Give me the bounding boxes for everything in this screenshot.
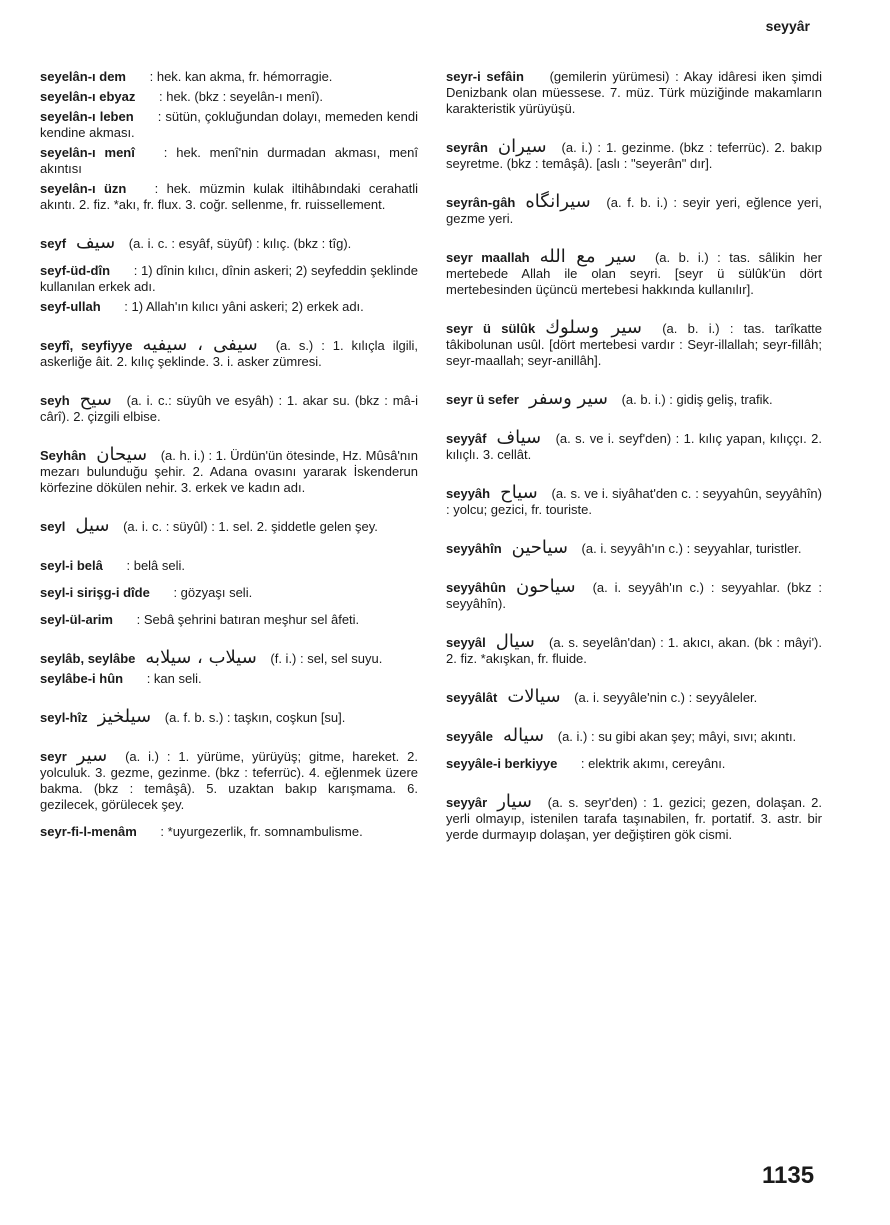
definition: : elektrik akımı, cereyânı.: [577, 756, 726, 771]
arabic-script: سيلخيز: [97, 706, 152, 727]
arabic-script: سير: [76, 745, 108, 766]
definition: : hek. menî'nin durmadan akması, menî akıntısı: [40, 145, 418, 176]
arabic-script: سيف: [76, 232, 116, 253]
arabic-script: سيل: [75, 515, 110, 536]
dictionary-entry: [40, 515, 418, 536]
definition: (a. b. i.) : tas. sâlikin her mertebede Allah ile olan seyri. [seyr ü sülûk'ün dört mertebesinden üçüncü mertebesi hakkında kullanılır].: [446, 250, 822, 297]
definition: (a. s. ve i. siyâhat'den c. : seyyahûn, seyyâhîn) : yolcu; gezici, fr. touriste.: [446, 486, 822, 517]
right-column: [446, 68, 822, 853]
arabic-script: سيحان: [96, 444, 148, 465]
definition: : hek. kan akma, fr. hémorragie.: [146, 69, 333, 84]
definition: : 1) Allah'ın kılıcı yâni askeri; 2) erkek adı.: [120, 299, 364, 314]
headword: seyr-i sefâin: [446, 69, 524, 84]
definition: (a. i. c. : süyûl) : 1. sel. 2. şiddetle gelen şey.: [119, 519, 378, 534]
dictionary-entry: [40, 823, 418, 840]
dictionary-entry: [40, 334, 419, 370]
definition: : sütün, çokluğundan dolayı, memeden kendi kendine akması.: [40, 109, 418, 140]
definition: : belâ seli.: [122, 558, 186, 573]
definition: (a. i. c. : esyâf, süyûf) : kılıç. (bkz : tîg).: [125, 236, 352, 251]
definition: : hek. müzmin kulak iltihâbındaki cerahatli akıntı. 2. fiz. *akı, fr. flux. 3. coğr. sellenme, fr. ruissellement.: [40, 181, 418, 212]
headword: seyh: [40, 393, 70, 408]
arabic-script: سياف: [496, 427, 542, 448]
arabic-script: سيح: [79, 389, 112, 410]
arabic-script: سيال: [495, 631, 535, 652]
headword: seyr ü sülûk: [446, 321, 536, 336]
headword: seyyâhûn: [446, 580, 506, 595]
dictionary-entry: [40, 298, 418, 315]
dictionary-entry: [446, 686, 822, 707]
definition: (a. f. b. i.) : seyir yeri, eğlence yeri, gezme yeri.: [446, 195, 822, 226]
headword: seyl-i belâ: [40, 558, 103, 573]
dictionary-entry: [446, 482, 822, 518]
definition: (a. i.) : 1. yürüme, yürüyüş; gitme, hareket. 2. yolculuk. 3. gezme, gezinme. (bkz : teferrüc). 4. eğlenmek üzere bakma. (bkz : temâşâ). 5. uzaktan bakıp karışmama. 6. gezilecek, görülecek şey.: [40, 749, 418, 812]
arabic-script: سياله: [503, 725, 545, 746]
dictionary-entry: [446, 68, 822, 117]
definition: : Sebâ şehrini batıran meşhur sel âfeti.: [132, 612, 360, 627]
definition: (a. i.) : 1. gezinme. (bkz : teferrüc). 2. bakıp seyretme. (bkz : temâşâ). [aslı : "seyerân" dır].: [446, 140, 822, 171]
arabic-script: سيرانگاه: [525, 191, 591, 212]
dictionary-entry: [40, 706, 418, 727]
headword: seyyâle-i berkiyye: [446, 756, 558, 771]
definition: : *uyurgezerlik, fr. somnambulisme.: [156, 824, 363, 839]
headword: seyyâlât: [446, 690, 498, 705]
definition: : kan seli.: [143, 671, 202, 686]
arabic-script: سيار: [497, 791, 532, 812]
headword: seyl-hîz: [40, 710, 88, 725]
headword: seyr-fi-l-menâm: [40, 824, 137, 839]
headword: seyelân-ı ebyaz: [40, 89, 136, 104]
arabic-script: سيالات: [507, 686, 561, 707]
definition: (a. s.) : 1. kılıçla ilgili, askerliğe âit. 2. kılıç şeklinde. 3. i. asker zümresi.: [40, 338, 419, 369]
definition: (a. b. i.) : tas. tarîkatte tâkibolunan usûl. [dört mertebesi vardır : Seyr-illallah; seyr-fillâh; seyr-maallah; seyr-anillâh].: [446, 321, 823, 368]
headword: seyyâf: [446, 431, 487, 446]
arabic-script: سيلاب ، سيلابه: [145, 647, 257, 668]
headword: seyelân-ı dem: [40, 69, 126, 84]
dictionary-entry: [40, 444, 418, 496]
dictionary-entry: [40, 389, 418, 425]
arabic-script: سياحين: [511, 537, 568, 558]
dictionary-entry: [446, 246, 822, 298]
dictionary-entry: [40, 557, 418, 574]
definition: (a. f. b. s.) : taşkın, coşkun [su].: [161, 710, 346, 725]
definition: (a. i. seyyâh'ın c.) : seyyahlar. (bkz : seyyâhîn).: [446, 580, 822, 611]
dictionary-entry: [446, 537, 822, 558]
dictionary-entry: [446, 191, 822, 227]
arabic-script: سياح: [500, 482, 538, 503]
dictionary-entry: [40, 262, 418, 295]
definition: (f. i.) : sel, sel suyu.: [266, 651, 383, 666]
headword: seyf: [40, 236, 67, 251]
running-header: seyyâr: [765, 18, 810, 34]
arabic-script: سياحون: [515, 576, 576, 597]
headword: seylâbe-i hûn: [40, 671, 124, 686]
dictionary-entry: [40, 647, 418, 668]
dictionary-entry: [40, 745, 418, 813]
arabic-script: سير وسفر: [529, 388, 608, 409]
headword: seyr: [40, 749, 67, 764]
headword: seyyâr: [446, 795, 488, 810]
definition: (a. i. seyyâh'ın c.) : seyyahlar, turistler.: [577, 541, 802, 556]
headword: seyf-üd-dîn: [40, 263, 111, 278]
dictionary-entry: [40, 670, 418, 687]
headword: seylâb, seylâbe: [40, 651, 136, 666]
definition: (a. i. seyyâle'nin c.) : seyyâleler.: [570, 690, 758, 705]
dictionary-entry: [40, 584, 418, 601]
dictionary-entry: [446, 136, 822, 172]
definition: (a. h. i.) : 1. Ürdün'ün ötesinde, Hz. Mûsâ'nın mezarı bulunduğu şehir. 2. Adana ovasını yararak İskenderun körfezine dökülen nehir. 3. erkek ve kadın adı.: [40, 448, 418, 495]
headword: Seyhân: [40, 448, 87, 463]
dictionary-entry: [40, 232, 418, 253]
headword: seyl-ül-arim: [40, 612, 113, 627]
definition: : hek. (bkz : seyelân-ı menî).: [155, 89, 324, 104]
dictionary-entry: [446, 317, 823, 369]
arabic-script: سير مع الله: [539, 246, 637, 267]
arabic-script: سير وسلوك: [545, 317, 642, 338]
headword: seyelân-ı leben: [40, 109, 134, 124]
dictionary-entry: [446, 576, 822, 612]
definition: (a. b. i.) : gidiş geliş, trafik.: [617, 392, 773, 407]
definition: : gözyaşı seli.: [169, 585, 253, 600]
definition: (gemilerin yürümesi) : Akay idâresi iken şimdi Denizbank olan müessese. 7. müz. Türk müziğinde makamların karakteristik yürüyüşü.: [446, 69, 823, 116]
dictionary-entry: [446, 725, 822, 746]
dictionary-entry: [40, 88, 418, 105]
headword: seyyâhîn: [446, 541, 502, 556]
dictionary-entry: [446, 388, 822, 409]
dictionary-entry: [40, 611, 418, 628]
definition: (a. i. c.: süyûh ve esyâh) : 1. akar su. (bkz : mâ-i cârî). 2. çizgili elbise.: [40, 393, 418, 424]
headword: seyrân-gâh: [446, 195, 516, 210]
headword: seyyâh: [446, 486, 491, 501]
arabic-script: سيفى ، سيفيه: [142, 334, 258, 355]
headword: seyelân-ı menî: [40, 145, 135, 160]
definition: : 1) dînin kılıcı, dînin askeri; 2) seyfeddin şeklinde kullanılan erkek adı.: [40, 263, 418, 294]
dictionary-entry: [446, 427, 822, 463]
dictionary-entry: [40, 68, 418, 85]
definition: (a. s. seyr'den) : 1. gezici; gezen, dolaşan. 2. yerli olmayıp, istenilen tarafa taşınabilen, fr. portatif. 3. astr. bir yerde durmayıp dolaşan, yer değiştiren gök cismi.: [446, 795, 822, 842]
dictionary-entry: [40, 180, 418, 213]
headword: seyr ü sefer: [446, 392, 519, 407]
headword: seyyâl: [446, 635, 486, 650]
definition: (a. i.) : su gibi akan şey; mâyi, sıvı; akıntı.: [554, 729, 797, 744]
headword: seyyâle: [446, 729, 493, 744]
arabic-script: سيران: [497, 136, 547, 157]
page-number: 1135: [762, 1162, 815, 1189]
dictionary-entry: [446, 631, 822, 667]
definition: (a. s. seyelân'dan) : 1. akıcı, akan. (bk : mâyi'). 2. fiz. *akışkan, fr. fluide.: [446, 635, 822, 666]
dictionary-entry: [446, 791, 822, 843]
headword: seyfî, seyfiyye: [40, 338, 133, 353]
headword: seyelân-ı üzn: [40, 181, 127, 196]
dictionary-entry: [40, 144, 418, 177]
dictionary-entry: [446, 755, 822, 772]
dictionary-entry: [40, 108, 418, 141]
headword: seyl: [40, 519, 66, 534]
left-column: [40, 68, 418, 843]
headword: seyrân: [446, 140, 488, 155]
headword: seyr maallah: [446, 250, 530, 265]
definition: (a. s. ve i. seyf'den) : 1. kılıç yapan, kılıççı. 2. kılıçlı. 3. cellât.: [446, 431, 822, 462]
headword: seyl-i sirişg-i dîde: [40, 585, 150, 600]
headword: seyf-ullah: [40, 299, 101, 314]
